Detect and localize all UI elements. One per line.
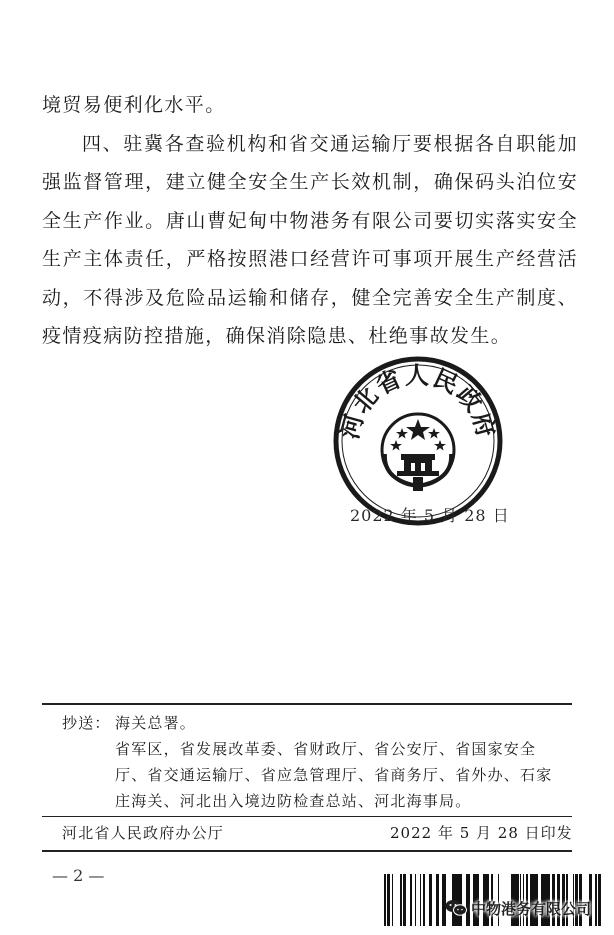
paragraph-4: 四、驻冀各查验机构和省交通运输厅要根据各自职能加强监督管理，建立健全安全生产长效机制，确保码头泊位安全生产作业。唐山曹妃甸中物港务有限公司要切实落实安全生产主体责任，严格按照港口经营许可事项开展生产经营活动，不得涉及危险品运输和储存，健全完善安全生产制度、疫情疫病防控措施，确保消除隐患、杜绝事故发生。 <box>42 132 578 347</box>
barcode-bar <box>420 874 421 926</box>
issue-date: 2022 年 5 月 28 日印发 <box>390 824 573 842</box>
barcode-bar <box>415 874 416 926</box>
page-number: — 2 — <box>52 866 105 885</box>
seal-text: 河北省人民政府 <box>334 360 502 442</box>
issuing-office: 河北省人民政府办公厅 <box>62 824 225 842</box>
barcode-bar <box>410 874 412 926</box>
barcode-bar <box>389 874 390 926</box>
distribution-label: 抄送： <box>62 714 111 732</box>
signature-date: 2022 年 5 月 28 日 <box>350 506 510 525</box>
barcode-bar <box>392 874 393 926</box>
barcode-bar <box>595 874 597 926</box>
seal-graphic <box>333 356 503 526</box>
barcode-bar <box>429 874 432 926</box>
barcode-bar <box>387 874 389 926</box>
barcode-bar <box>403 874 406 926</box>
footer-rule <box>42 850 572 852</box>
barcode-bar <box>598 874 599 926</box>
barcode-bar <box>424 874 425 926</box>
distribution-first-line: 海关总署。 <box>115 714 197 732</box>
body-line-continuation: 境贸易便利化水平。 <box>42 94 226 116</box>
barcode-bar <box>436 874 439 926</box>
barcode-bar <box>442 874 444 926</box>
national-emblem <box>382 414 454 491</box>
barcode-bar <box>384 874 386 926</box>
wechat-icon <box>445 899 467 917</box>
distribution-top-rule <box>42 703 572 705</box>
document-body <box>42 86 578 356</box>
watermark-text: 中物港务有限公司 <box>471 899 592 918</box>
watermark <box>445 895 591 921</box>
barcode-bar <box>423 874 424 926</box>
distribution-recipients: 省军区，省发展改革委、省财政厅、省公安厅、省国家安全厅、省交通运输厅、省应急管理厅、省商务厅、省外办、石家庄海关、河北出入境边防检查总站、河北海事局。 <box>115 740 553 810</box>
government-seal <box>333 356 503 526</box>
barcode-bar <box>599 874 601 926</box>
distribution-bottom-rule <box>42 816 572 817</box>
barcode-bar <box>400 874 402 926</box>
